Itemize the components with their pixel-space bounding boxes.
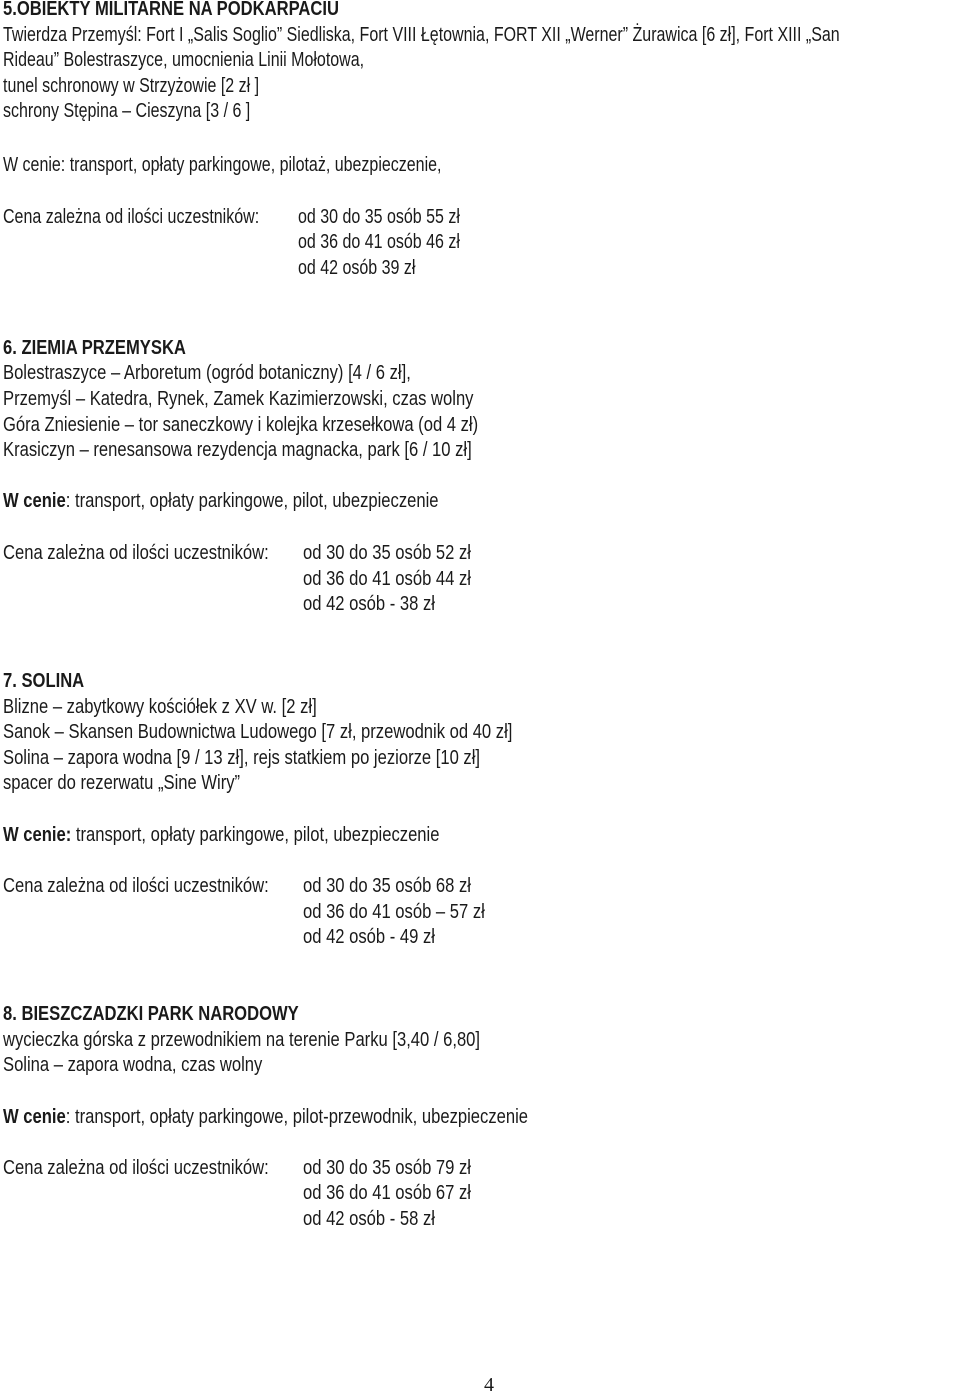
section-8-price: od 30 do 35 osób 79 zł bbox=[303, 1157, 471, 1179]
section-5-heading: 5.OBIEKTY MILITARNE NA PODKARPACIU bbox=[3, 0, 340, 20]
section-7-line: Solina – zapora wodna [9 / 13 zł], rejs statkiem po jeziorze [10 zł] bbox=[3, 747, 481, 769]
section-7-price: od 42 osób - 49 zł bbox=[303, 926, 435, 948]
section-8-line: wycieczka górska z przewodnikiem na terenie Parku [3,40 / 6,80] bbox=[3, 1029, 481, 1051]
section-8-price-label: Cena zależna od ilości uczestników: bbox=[3, 1157, 269, 1179]
section-6-price: od 30 do 35 osób 52 zł bbox=[303, 542, 471, 564]
section-6-includes-text: : transport, opłaty parkingowe, pilot, ubezpieczenie bbox=[65, 490, 439, 512]
page-number: 4 bbox=[484, 1374, 494, 1396]
section-5-line: tunel schronowy w Strzyżowie [2 zł ] bbox=[3, 75, 260, 97]
section-6-heading: 6. ZIEMIA PRZEMYSKA bbox=[3, 337, 186, 359]
section-8-includes-label: W cenie bbox=[3, 1106, 66, 1128]
section-5-includes: W cenie: transport, opłaty parkingowe, pilotaż, ubezpieczenie, bbox=[3, 154, 442, 176]
section-5-line: schrony Stępina – Cieszyna [3 / 6 ] bbox=[3, 100, 251, 122]
section-7-price-label: Cena zależna od ilości uczestników: bbox=[3, 875, 269, 897]
section-6-line: Góra Zniesienie – tor saneczkowy i kolejka krzesełkowa (od 4 zł) bbox=[3, 414, 479, 436]
section-5-line: Twierdza Przemyśl: Fort I „Salis Soglio” Siedliska, Fort VIII Łętownia, FORT XII „Werner” Żurawica [6 zł], Fort XIII „San bbox=[3, 24, 840, 46]
section-5-price-label: Cena zależna od ilości uczestników: bbox=[3, 206, 260, 228]
section-8-includes bbox=[3, 1105, 528, 1130]
section-5-line: Rideau” Bolestraszyce, umocnienia Linii Mołotowa, bbox=[3, 49, 365, 71]
section-5-price: od 36 do 41 osób 46 zł bbox=[298, 231, 460, 253]
section-7-price: od 36 do 41 osób – 57 zł bbox=[303, 901, 485, 923]
section-7-line: Sanok – Skansen Budownictwa Ludowego [7 zł, przewodnik od 40 zł] bbox=[3, 721, 513, 743]
section-7-line: spacer do rezerwatu „Sine Wiry” bbox=[3, 772, 241, 794]
section-8-price: od 36 do 41 osób 67 zł bbox=[303, 1182, 471, 1204]
section-6-price: od 42 osób - 38 zł bbox=[303, 593, 435, 615]
section-6-includes bbox=[3, 489, 439, 514]
section-7-includes bbox=[3, 823, 439, 848]
section-8-line: Solina – zapora wodna, czas wolny bbox=[3, 1054, 263, 1076]
section-7-includes-text: transport, opłaty parkingowe, pilot, ubezpieczenie bbox=[71, 824, 440, 846]
section-5-price: od 42 osób 39 zł bbox=[298, 257, 416, 279]
section-6-line: Przemyśl – Katedra, Rynek, Zamek Kazimierzowski, czas wolny bbox=[3, 388, 474, 410]
section-7-includes-label: W cenie: bbox=[3, 824, 72, 846]
section-6-line: Bolestraszyce – Arboretum (ogród botaniczny) [4 / 6 zł], bbox=[3, 362, 411, 384]
section-8-includes-text: : transport, opłaty parkingowe, pilot-przewodnik, ubezpieczenie bbox=[65, 1106, 529, 1128]
section-8-price: od 42 osób - 58 zł bbox=[303, 1208, 435, 1230]
section-8-heading: 8. BIESZCZADZKI PARK NARODOWY bbox=[3, 1003, 299, 1025]
section-6-price-label: Cena zależna od ilości uczestników: bbox=[3, 542, 269, 564]
section-7-price: od 30 do 35 osób 68 zł bbox=[303, 875, 471, 897]
section-7-heading: 7. SOLINA bbox=[3, 670, 85, 692]
section-6-price: od 36 do 41 osób 44 zł bbox=[303, 568, 471, 590]
section-6-includes-label: W cenie bbox=[3, 490, 66, 512]
section-7-line: Blizne – zabytkowy kościółek z XV w. [2 zł] bbox=[3, 696, 317, 718]
section-6-line: Krasiczyn – renesansowa rezydencja magnacka, park [6 / 10 zł] bbox=[3, 439, 472, 461]
section-5-price: od 30 do 35 osób 55 zł bbox=[298, 206, 460, 228]
